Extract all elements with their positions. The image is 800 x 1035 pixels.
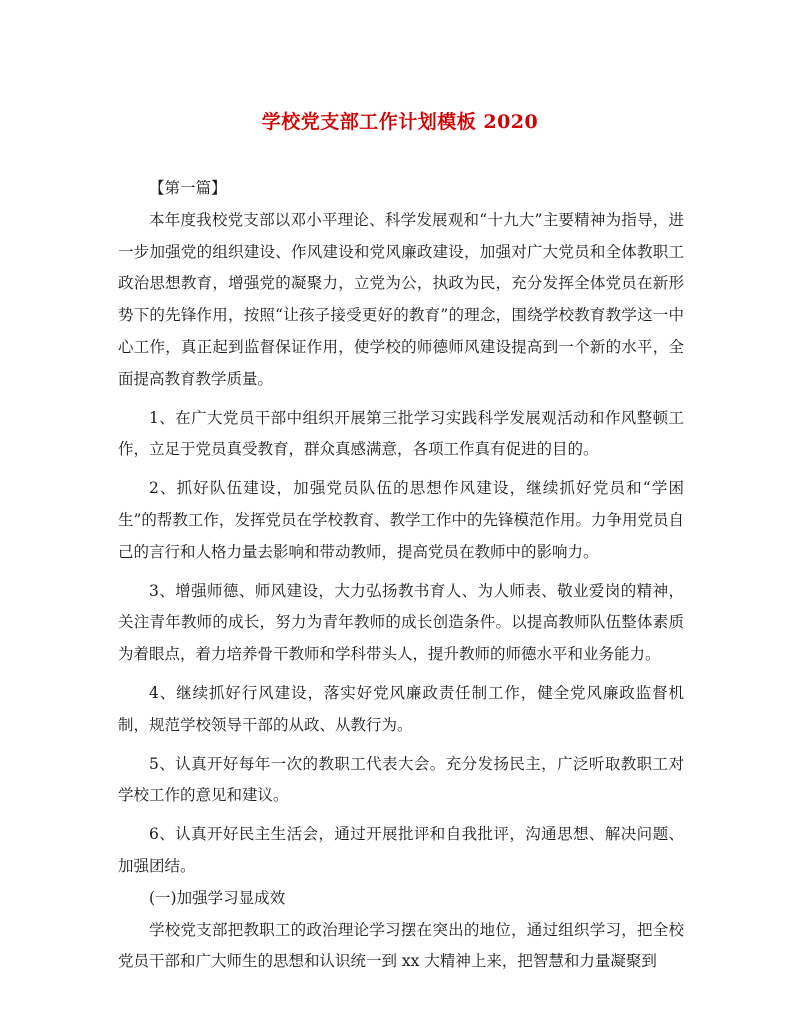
document-body [118,173,684,978]
subheading-strengthen-study: (一)加强学习显成效 [149,888,286,907]
section-label: 【第一篇】 [149,179,227,197]
paragraph-item-6: 6、认真开好民主生活会，通过开展批评和自我批评，沟通思想、解决问题、加强团结。 [118,825,684,875]
paragraph-item-2: 2、抓好队伍建设，加强党员队伍的思想作风建设，继续抓好党员和“学困生”的帮教工作，发挥党员在学校教育、教学工作中的先锋模范作用。力争用党员自己的言行和人格力量去影响和带动教师，提高党员在教师中的影响力。 [118,479,684,561]
paragraph-item-4: 4、继续抓好行风建设，落实好党风廉政责任制工作，健全党风廉政监督机制，规范学校领导干部的从政、从教行为。 [118,683,684,734]
paragraph-item-1: 1、在广大党员干部中组织开展第三批学习实践科学发展观活动和作风整顿工作，立足于党员真受教育，群众真感满意，各项工作真有促进的目的。 [118,408,684,459]
paragraph-intro: 本年度我校党支部以邓小平理论、科学发展观和“十九大”主要精神为指导，进一步加强党的组织建设、作风建设和党风廉政建设，加强对广大党员和全体教职工政治思想教育，增强党的凝聚力，立党为公，执政为民，充分发挥全体党员在新形势下的先锋作用，按照“让孩子接受更好的教育”的理念，围绕学校教育教学这一中心工作，真正起到监督保证作用，使学校的师德师风建设提高到一个新的水平，全面提高教育教学质量。 [118,210,684,388]
paragraph-item-3: 3、增强师德、师风建设，大力弘扬教书育人、为人师表、敬业爱岗的精神，关注青年教师的成长，努力为青年教师的成长创造条件。以提高教师队伍整体素质为着眼点，着力培养骨干教师和学科带头人，提升教师的师德水平和业务能力。 [118,581,684,664]
paragraph-item-5: 5、认真开好每年一次的教职工代表大会。充分发扬民主，广泛听取教职工对学校工作的意见和建议。 [118,754,684,805]
paragraph-study: 学校党支部把教职工的政治理论学习摆在突出的地位，通过组织学习，把全校党员干部和广大师生的思想和认识统一到 xx 大精神上来，把智慧和力量凝聚到 [118,920,684,971]
document-title: 学校党支部工作计划模板 2020 [261,111,539,133]
